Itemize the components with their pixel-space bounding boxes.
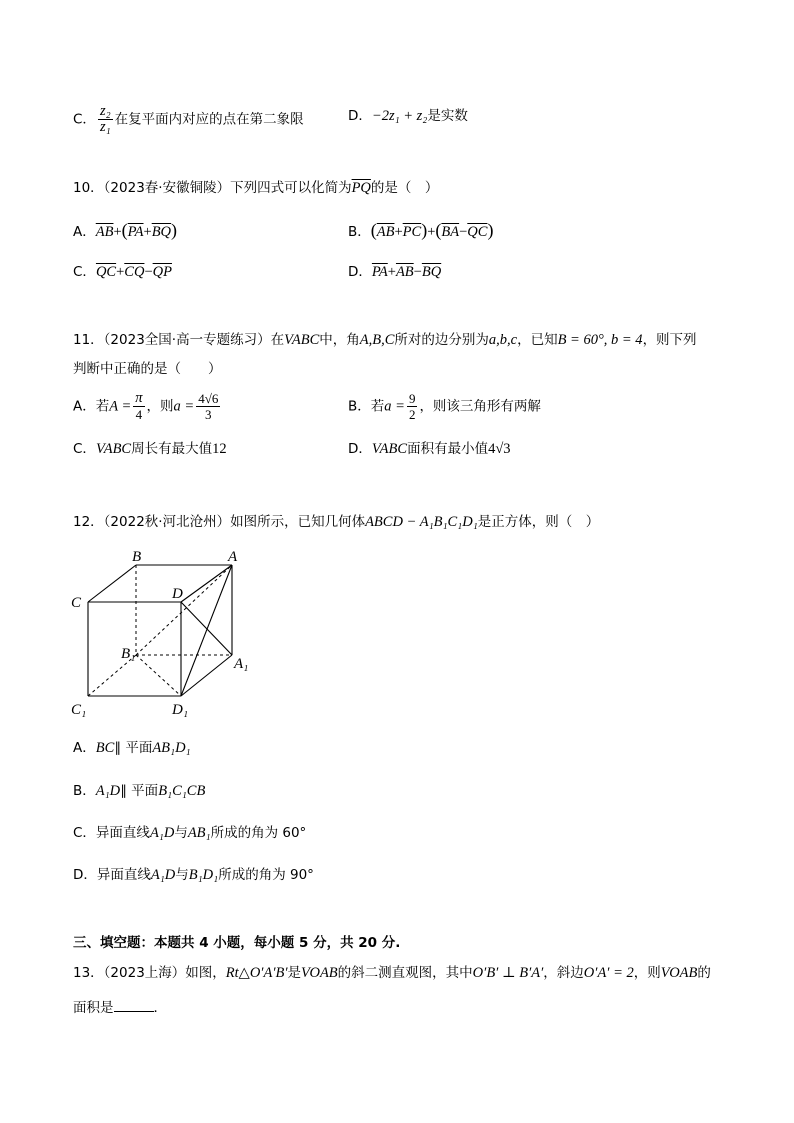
q12-option-d: D．异面直线A₁D与B₁D₁所成的角为 90° <box>73 867 314 883</box>
q11-option-b: B．若a = $\frac{9}{2}$ ，则该三角形有两解 <box>348 391 541 422</box>
label-c1: C₁ <box>71 702 87 718</box>
q11-stem-line1: 11．（2023全国·高一专题练习）在VABC中，角A,B,C所对的边分别为a,b,c，已知B = 60°, b = 4，则下列 <box>73 332 697 348</box>
diag-d1-a <box>181 565 232 696</box>
q10-option-d: D．$\overline{PA}+\overline{AB}-\overline{BQ}$ <box>348 264 442 280</box>
diag-b1-a <box>136 565 232 655</box>
answer-blank[interactable] <box>114 997 154 1012</box>
label-b: B <box>132 549 142 565</box>
q9-option-d: D．−2z₁ + z₂是实数 <box>348 108 468 124</box>
diag-d-a1 <box>181 602 232 655</box>
diag-b1-d1 <box>136 655 181 696</box>
q11-option-a: A．若A = $\frac{\pi}{4}$ ，则a = $\frac{4√6}{3}$ <box>73 390 219 422</box>
q11-option-c: C．VABC周长有最大值12 <box>73 441 227 457</box>
edge-c-b <box>88 565 136 602</box>
q10-stem: 10．（2023春·安徽铜陵）下列四式可以化简为$\overline{PQ}$的是（ ） <box>73 180 439 196</box>
q13-line1: 13．（2023上海）如图，Rt△O′A′B′是VOAB的斜二测直观图，其中O′B′ ⊥ B′A′，斜边O′A′ = 2，则VOAB的 <box>73 965 711 981</box>
q9-option-c: C． $\frac{\text{z₂}}{\text{z₁}}$ 在复平面内对应的点在第二象限 <box>73 103 304 135</box>
q12-option-a: A．BC∥ 平面AB₁D₁ <box>73 740 191 756</box>
label-c: C <box>71 595 82 611</box>
cube-figure <box>60 544 260 724</box>
q13-line2: 面积是 ． <box>73 997 167 1018</box>
label-d: D <box>172 586 183 602</box>
q9-c-fraction: $\frac{\text{z₂}}{\text{z₁}}$ <box>99 103 111 135</box>
q10-option-c: C．$\overline{QC}+\overline{CQ}-\overline{QP}$ <box>73 264 172 280</box>
q10-option-b: B．$(\overline{AB}+\overline{PC})+(\overline{BA}-\overline{QC})$ <box>348 220 494 240</box>
q12-option-c: C．异面直线A₁D与AB₁所成的角为 60° <box>73 825 307 841</box>
label-b1: B₁ <box>121 646 136 662</box>
label-a: A <box>228 549 238 565</box>
section-3-heading: 三、填空题：本题共 4 小题，每小题 5 分，共 20 分. <box>73 935 401 951</box>
label-a1: A₁ <box>234 656 249 672</box>
q11-stem-line2: 判断中正确的是（ ） <box>73 361 222 377</box>
label-d1: D₁ <box>172 702 189 718</box>
q11-option-d: D．VABC面积有最小值4√3 <box>348 441 511 457</box>
q10-option-a: A．$\overline{AB}+(\overline{PA}+\overline{BQ})$ <box>73 220 178 240</box>
q12-stem: 12．（2022秋·河北沧州）如图所示，已知几何体ABCD − A₁B₁C₁D₁是正方体，则（ ） <box>73 514 600 530</box>
q12-option-b: B．A₁D∥ 平面B₁C₁CB <box>73 783 206 799</box>
